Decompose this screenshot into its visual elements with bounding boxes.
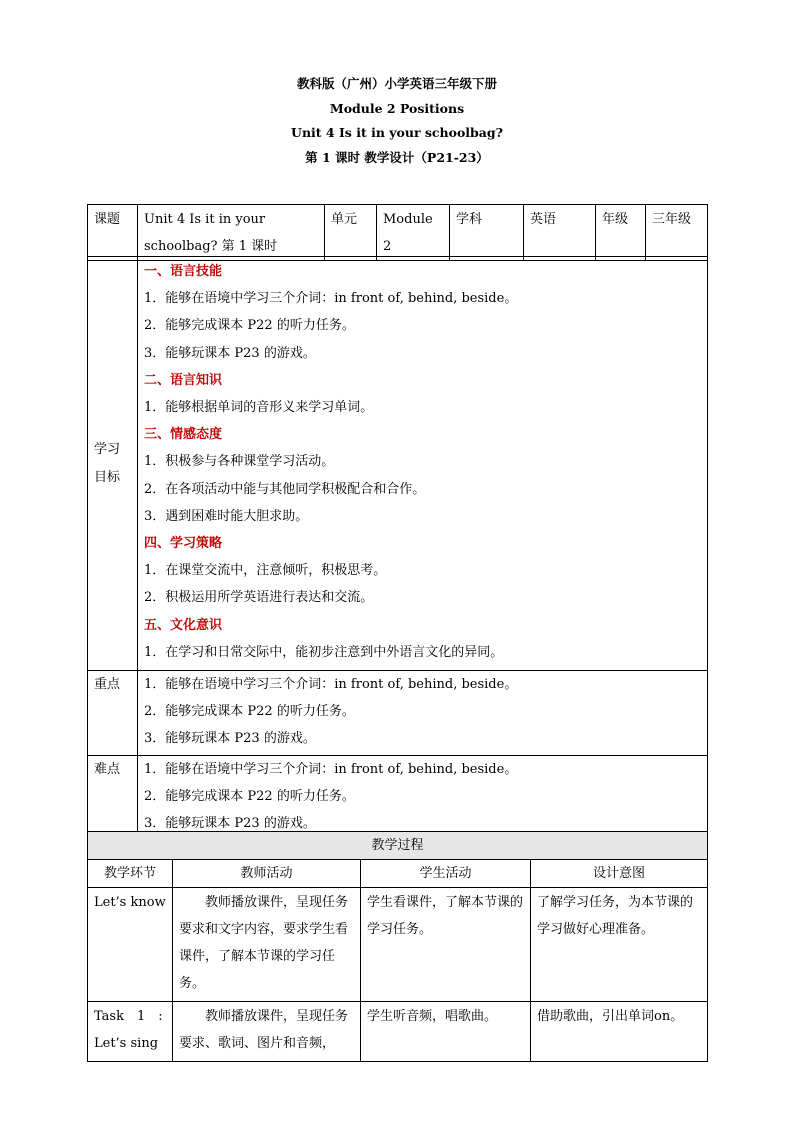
design-purpose: 了解学习任务，为本节课的学习做好心理准备。 [531,888,708,1002]
stage-cell [88,888,173,1002]
document-header [0,72,794,170]
header-module: Module 2 Positions [329,100,465,116]
section-heading: 一、语言技能 [144,264,223,279]
difficulties-content [138,755,708,840]
list-item: 1．在课堂交流中，注意倾听，积极思考。 [144,563,387,579]
unit-value: Module 2 [377,205,450,261]
objectives-label-line2: 目标 [94,469,121,485]
section-heading: 三、情感态度 [144,427,223,443]
list-item: 1．能够在语境中学习三个介词：in front of, behind, beside。 [144,761,518,777]
teacher-activity: 教师播放课件，呈现任务要求和文字内容，要求学生看课件，了解本节课的学习任务。 [173,888,361,1002]
grade-label: 年级 [596,205,646,261]
objectives-content [138,257,708,671]
stage-line1: Let’s know [94,895,166,910]
topic-value-line2: schoolbag? 第 1 课时 [144,239,278,254]
header-unit: Unit 4 Is it in your schoolbag? [291,125,503,140]
objectives-label [88,257,138,671]
list-item: 3．能够玩课本 P23 的游戏。 [144,816,316,832]
list-item: 3．能够玩课本 P23 的游戏。 [144,345,316,361]
list-item: 1．能够根据单词的音形义来学习单词。 [144,400,374,416]
topic-label: 课题 [88,205,138,261]
subject-label: 学科 [450,205,524,261]
key-points-content [138,671,708,756]
column-header: 学生活动 [361,860,531,888]
header-textbook: 教科版（广州）小学英语三年级下册 [296,76,497,91]
list-item: 2．能够完成课本 P22 的听力任务。 [144,788,355,804]
teaching-process-table [87,831,708,1062]
design-purpose: 借助歌曲，引出单词on。 [531,1002,708,1062]
student-activity: 学生听音频，唱歌曲。 [361,1002,531,1062]
grade-value: 三年级 [646,205,708,261]
student-activity: 学生看课件，了解本节课的学习任务。 [361,888,531,1002]
objectives-table [87,256,708,840]
topic-value-line1: Unit 4 Is it in your [144,212,266,227]
list-item: 2．积极运用所学英语进行表达和交流。 [144,590,374,606]
list-item: 1．积极参与各种课堂学习活动。 [144,454,335,470]
process-title: 教学过程 [88,832,708,860]
difficulties-label: 难点 [88,755,138,840]
stage-cell [88,1002,173,1062]
objectives-label-line1: 学习 [94,442,121,458]
list-item: 2．能够完成课本 P22 的听力任务。 [144,704,355,720]
unit-label: 单元 [325,205,377,261]
subject-value: 英语 [524,205,596,261]
column-header: 教师活动 [173,860,361,888]
list-item: 1．在学习和日常交际中，能初步注意到中外语言文化的异同。 [144,644,504,660]
header-lesson: 第 1 课时 教学设计（P21-23） [305,149,489,165]
column-header: 设计意图 [531,860,708,888]
table-row [88,1002,708,1062]
list-item: 2．能够完成课本 P22 的听力任务。 [144,318,355,334]
teacher-activity: 教师播放课件，呈现任务要求、歌词、图片和音频， [173,1002,361,1062]
list-item: 1．能够在语境中学习三个介词：in front of, behind, beside。 [144,677,518,693]
course-info-table [87,204,708,261]
stage-line1: Task 1 : [94,1009,163,1024]
list-item: 2．在各项活动中能与其他同学积极配合和合作。 [144,481,426,497]
list-item: 3．能够玩课本 P23 的游戏。 [144,731,316,747]
table-row [88,888,708,1002]
list-item: 1．能够在语境中学习三个介词：in front of, behind, beside。 [144,291,518,307]
topic-value [138,205,325,261]
list-item: 3．遇到困难时能大胆求助。 [144,508,309,524]
column-header: 教学环节 [88,860,173,888]
stage-line2: Let’s sing [94,1036,159,1051]
section-heading: 四、学习策略 [144,536,223,552]
section-heading: 二、语言知识 [144,372,223,388]
key-points-label: 重点 [88,671,138,756]
section-heading: 五、文化意识 [144,617,223,633]
